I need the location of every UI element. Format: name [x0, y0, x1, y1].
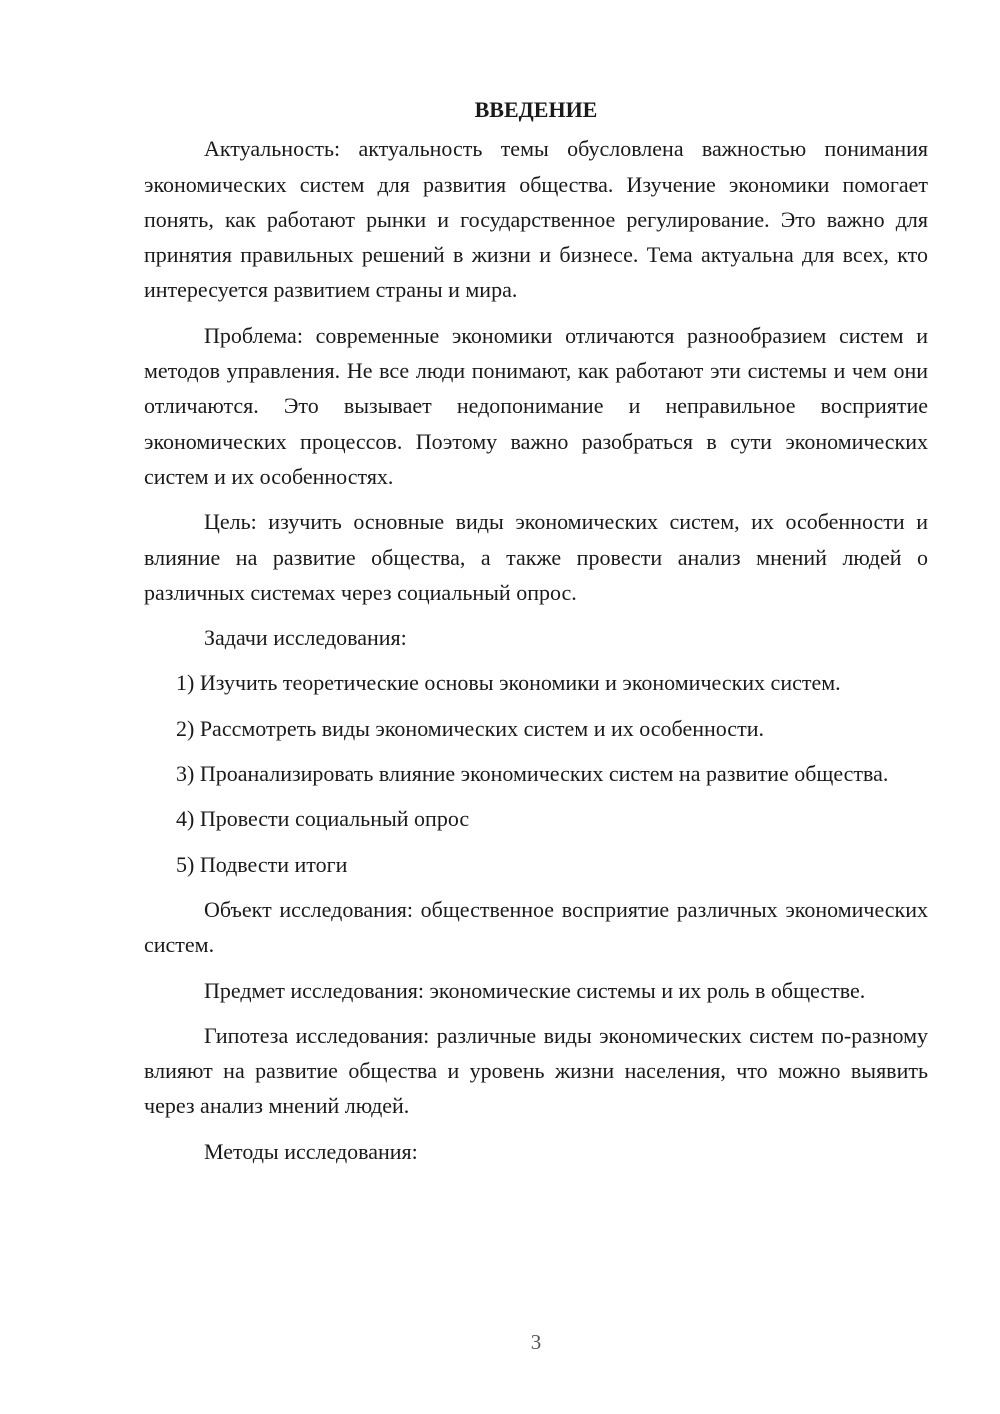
task-item-5: 5) Подвести итоги: [176, 851, 348, 877]
document-page: [144, 92, 928, 1179]
page-number: 3: [530, 1330, 542, 1354]
paragraph-relevance: Актуальность: актуальность темы обусловлена важностью понимания экономических систем для развития общества. Изучение экономики помогает понять, как работают рынки и государственное регулирование. Это важно для принятия правильных решений в жизни и бизнесе. Тема актуальна для всех, кто интересуется развитием страны и мира.: [144, 136, 928, 303]
task-item-1: 1) Изучить теоретические основы экономики и экономических систем.: [176, 670, 841, 696]
paragraph-subject: Предмет исследования: экономические системы и их роль в обществе.: [204, 977, 866, 1003]
paragraph-goal: Цель: изучить основные виды экономических систем, их особенности и влияние на развитие общества, а также провести анализ мнений людей о различных системах через социальный опрос.: [144, 509, 928, 605]
paragraph-hypothesis: Гипотеза исследования: различные виды экономических систем по-разному влияют на развитие общества и уровень жизни населения, что можно выявить через анализ мнений людей.: [144, 1022, 928, 1119]
paragraph-tasks-heading: Задачи исследования:: [204, 625, 407, 651]
paragraph-problem: Проблема: современные экономики отличаются разнообразием систем и методов управления. Не все люди понимают, как работают эти системы и чем они отличаются. Это вызывает недопонимание и неправильное восприятие экономических процессов. Поэтому важно разобраться в сути экономических систем и их особенностях.: [144, 322, 928, 489]
paragraph-object: Объект исследования: общественное восприятие различных экономических систем.: [144, 896, 928, 958]
page-title: ВВЕДЕНИЕ: [474, 97, 598, 122]
paragraph-methods: Методы исследования:: [204, 1138, 418, 1164]
task-item-2: 2) Рассмотреть виды экономических систем и их особенности.: [176, 715, 764, 741]
task-item-3: 3) Проанализировать влияние экономических систем на развитие общества.: [176, 761, 889, 787]
task-item-4: 4) Провести социальный опрос: [176, 806, 470, 832]
